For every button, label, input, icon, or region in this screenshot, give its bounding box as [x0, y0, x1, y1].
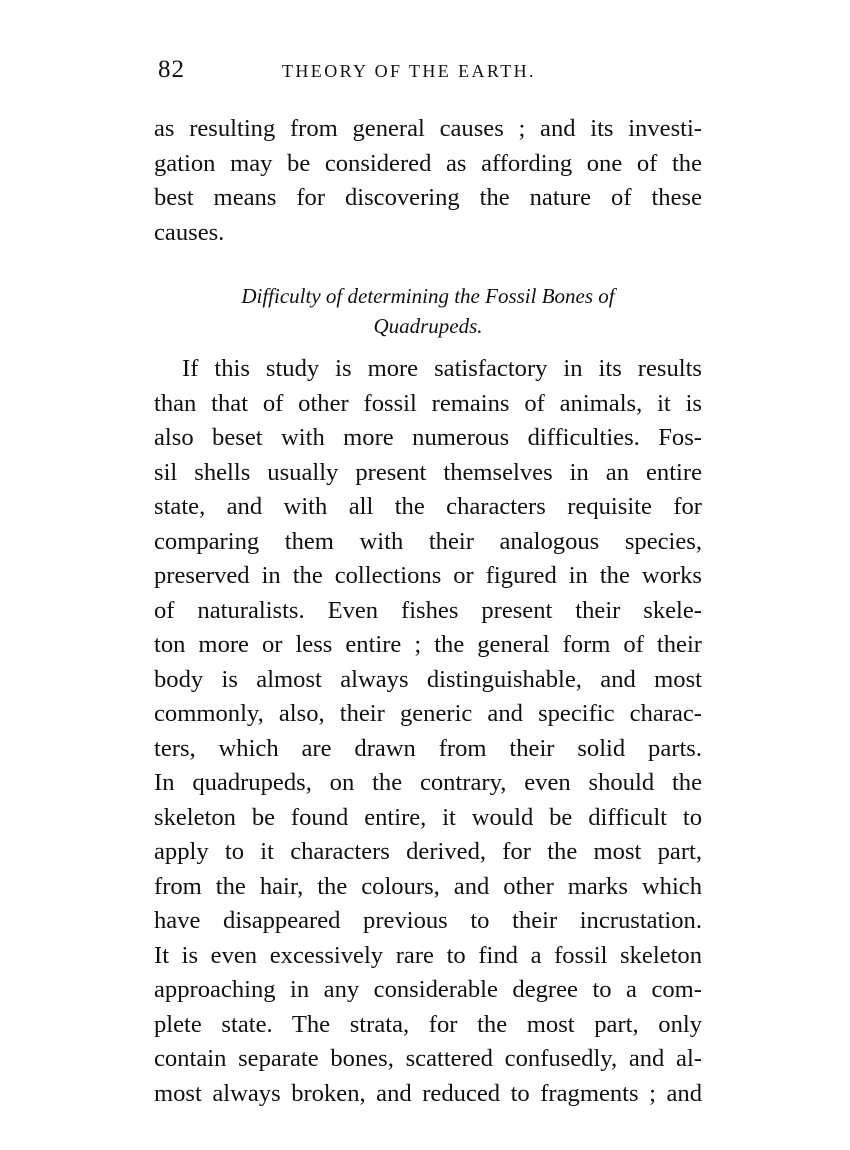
- heading-line: Quadrupeds.: [373, 314, 483, 338]
- text-line: ters, which are drawn from their solid parts.: [154, 734, 702, 762]
- text-line: as resulting from general causes ; and its investi-: [154, 115, 702, 142]
- text-line: approaching in any considerable degree to a com-: [154, 976, 702, 1003]
- heading-line: Difficulty of determining the Fossil Bones of: [241, 284, 615, 308]
- text-line: In quadrupeds, on the contrary, even should the: [154, 769, 702, 796]
- text-line: than that of other fossil remains of animals, it is: [154, 389, 702, 417]
- paragraph-continued: [154, 112, 702, 250]
- text-line: from the hair, the colours, and other marks which: [154, 872, 702, 900]
- text-line: gation may be considered as affording one of the: [154, 149, 702, 177]
- text-line: causes.: [154, 218, 225, 246]
- paragraph: [154, 352, 702, 1111]
- text-line: If this study is more satisfactory in its results: [182, 355, 702, 382]
- text-line: best means for discovering the nature of these: [154, 184, 702, 211]
- running-title: THEORY OF THE EARTH.: [282, 61, 536, 81]
- text-line: also beset with more numerous difficulties. Fos-: [154, 424, 702, 451]
- text-line: apply to it characters derived, for the most part,: [154, 838, 702, 865]
- text-line: skeleton be found entire, it would be difficult to: [154, 803, 702, 831]
- text-line: It is even excessively rare to find a fossil skeleton: [154, 941, 702, 969]
- text-line: commonly, also, their generic and specific charac-: [154, 700, 702, 727]
- text-line: contain separate bones, scattered confusedly, and al-: [154, 1045, 702, 1072]
- text-line: of naturalists. Even fishes present their skele-: [154, 596, 702, 624]
- text-line: ton more or less entire ; the general form of their: [154, 631, 702, 658]
- text-line: body is almost always distinguishable, and most: [154, 665, 702, 693]
- page-number: 82: [158, 56, 185, 83]
- text-line: have disappeared previous to their incrustation.: [154, 907, 702, 934]
- text-line: plete state. The strata, for the most part, only: [154, 1010, 702, 1038]
- running-head: [158, 56, 703, 90]
- text-line: comparing them with their analogous species,: [154, 527, 702, 555]
- section-heading: [154, 281, 702, 341]
- text-line: state, and with all the characters requisite for: [154, 493, 702, 520]
- text-line: sil shells usually present themselves in an entire: [154, 458, 702, 486]
- text-line: most always broken, and reduced to fragments ; and: [154, 1079, 702, 1107]
- text-line: preserved in the collections or figured in the works: [154, 562, 702, 589]
